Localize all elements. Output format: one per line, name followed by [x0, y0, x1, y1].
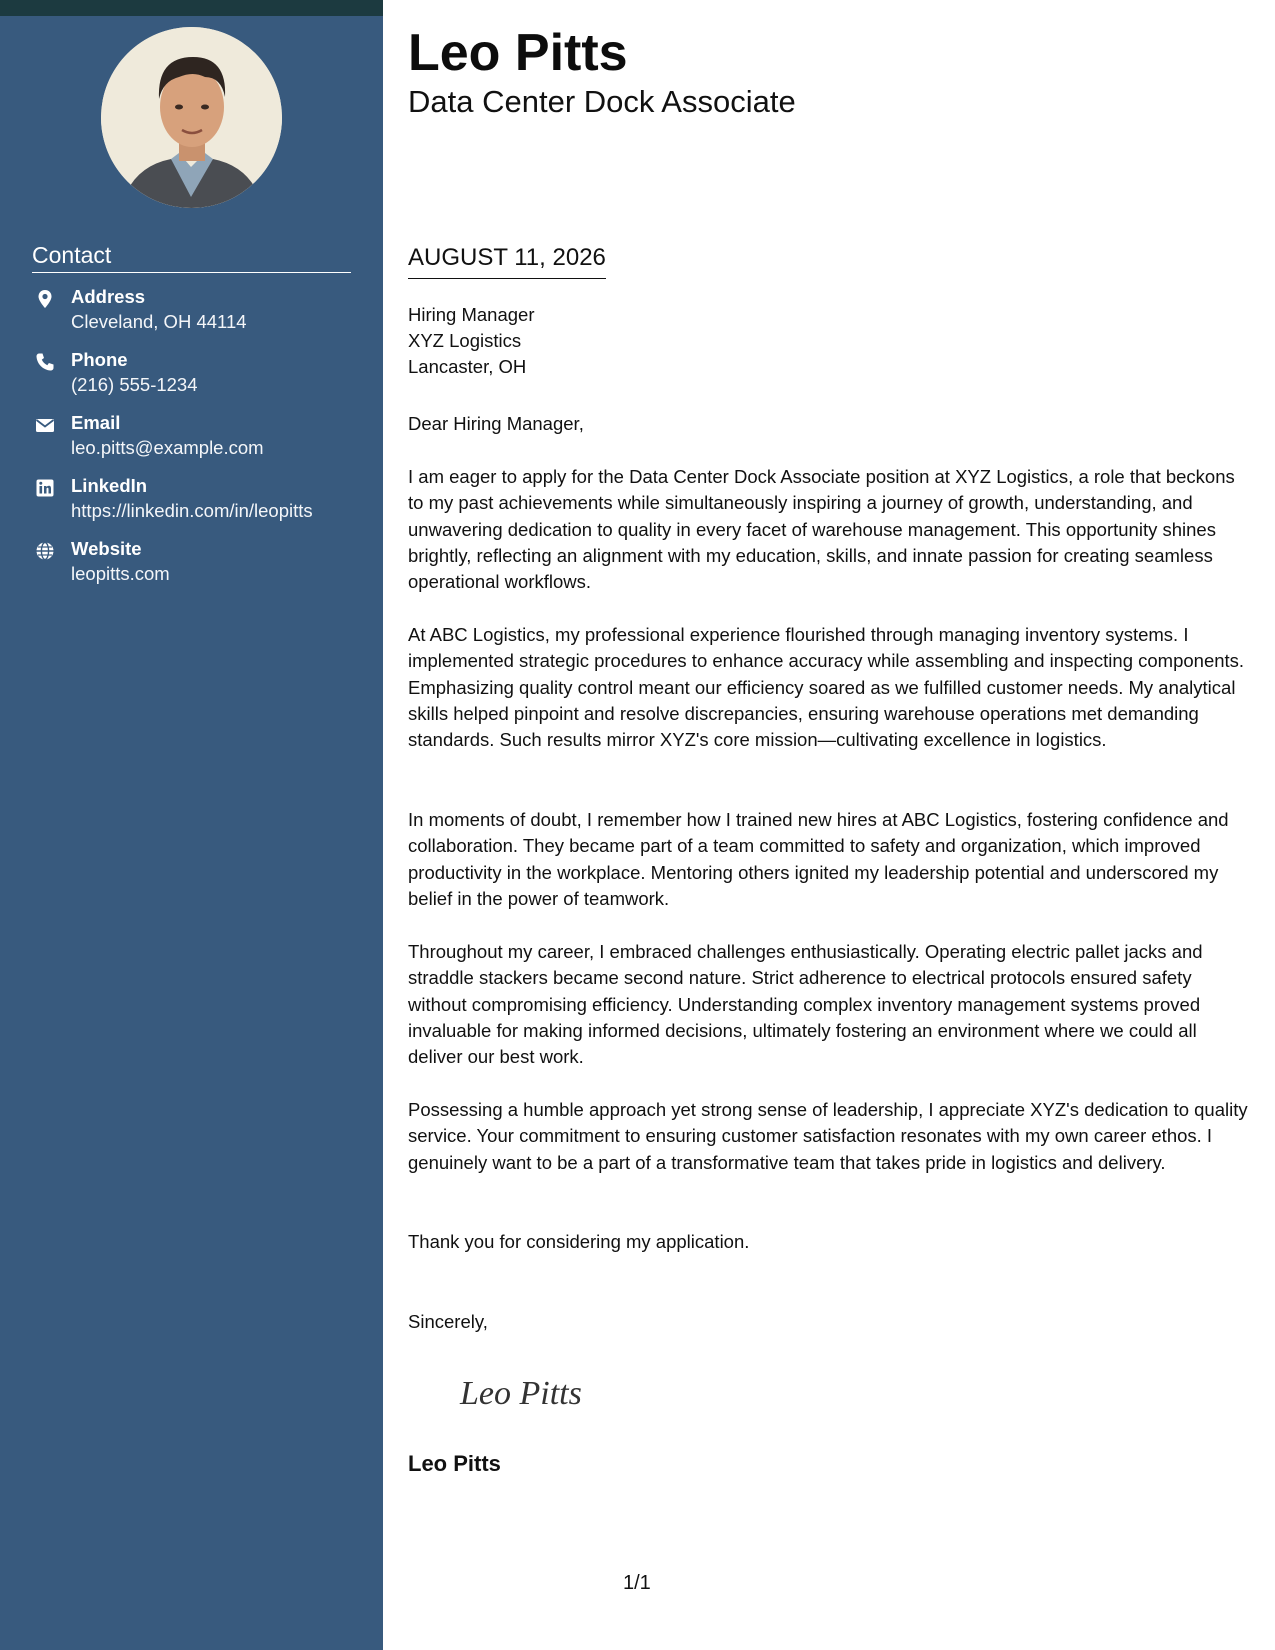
signer-name: Leo Pitts	[408, 1451, 501, 1476]
recipient-line: Lancaster, OH	[408, 356, 527, 377]
contact-label: LinkedIn	[71, 475, 148, 496]
contact-label: Address	[71, 286, 146, 307]
salutation: Dear Hiring Manager,	[408, 413, 584, 434]
location-pin-icon	[35, 289, 55, 309]
letter-paragraph: Possessing a humble approach yet strong sense of leadership, I appreciate XYZ's dedication to quality service. Your commitment to ensuring customer satisfaction resonates with my own career ethos. I genuinely want to be a part of a transformative team that takes pride in logistics and delivery.	[408, 1099, 1248, 1173]
letter-paragraph: At ABC Logistics, my professional experience flourished through managing inventory systems. I implemented strategic procedures to enhance accuracy while assembling and inspecting components. Emphasizing quality control meant our efficiency soared as we fulfilled customer needs. My analytical skills helped pinpoint and resolve discrepancies, ensuring warehouse operations met demanding standards. Such results mirror XYZ's core mission—cultivating excellence in logistics.	[408, 624, 1245, 751]
sidebar	[0, 0, 383, 1650]
contact-label: Email	[71, 412, 121, 433]
letter-paragraph: Throughout my career, I embraced challenges enthusiastically. Operating electric pallet jacks and straddle stackers became second nature. Strict adherence to electrical protocols ensured safety without compromising efficiency. Understanding complex inventory management systems proved invaluable for making informed decisions, ultimately fostering an environment where we could all deliver our best work.	[408, 941, 1203, 1068]
recipient-block	[408, 302, 534, 380]
contact-label: Website	[71, 538, 142, 559]
signature-text: Leo Pitts	[460, 1375, 582, 1412]
letter-paragraph: In moments of doubt, I remember how I trained new hires at ABC Logistics, fostering confidence and collaboration. They became part of a team committed to safety and organization, which improved productivity in the workplace. Mentoring others ignited my leadership potential and underscored my belief in the power of teamwork.	[408, 809, 1229, 909]
contact-label: Phone	[71, 349, 128, 370]
signature	[456, 1360, 626, 1420]
linkedin-icon	[35, 478, 55, 498]
letter-paragraph: I am eager to apply for the Data Center Dock Associate position at XYZ Logistics, a role that beckons to my past achievements while simultaneously inspiring a journey of growth, understanding, and unwavering dedication to quality in every facet of warehouse management. This opportunity shines brightly, reflecting an alignment with my education, skills, and innate passion for creating seamless operational workflows.	[408, 466, 1235, 593]
sidebar-top-bar	[0, 0, 383, 16]
globe-icon	[35, 541, 55, 561]
contact-value[interactable]: https://linkedin.com/in/leopitts	[71, 500, 313, 521]
page-number: 1/1	[623, 1572, 651, 1594]
recipient-line: Hiring Manager	[408, 304, 535, 325]
avatar	[101, 27, 282, 208]
thanks-line: Thank you for considering my application.	[408, 1231, 750, 1252]
contact-value: leo.pitts@example.com	[71, 437, 264, 458]
phone-icon	[35, 352, 55, 372]
applicant-role: Data Center Dock Associate	[408, 84, 796, 119]
applicant-name: Leo Pitts	[408, 24, 628, 82]
contact-value[interactable]: leopitts.com	[71, 563, 170, 584]
contact-value: (216) 555-1234	[71, 374, 198, 395]
letter-date: AUGUST 11, 2026	[408, 243, 606, 279]
contact-value: Cleveland, OH 44114	[71, 311, 247, 332]
contact-heading: Contact	[32, 241, 351, 273]
recipient-line: XYZ Logistics	[408, 330, 522, 351]
closing: Sincerely,	[408, 1311, 488, 1332]
envelope-icon	[35, 415, 55, 435]
